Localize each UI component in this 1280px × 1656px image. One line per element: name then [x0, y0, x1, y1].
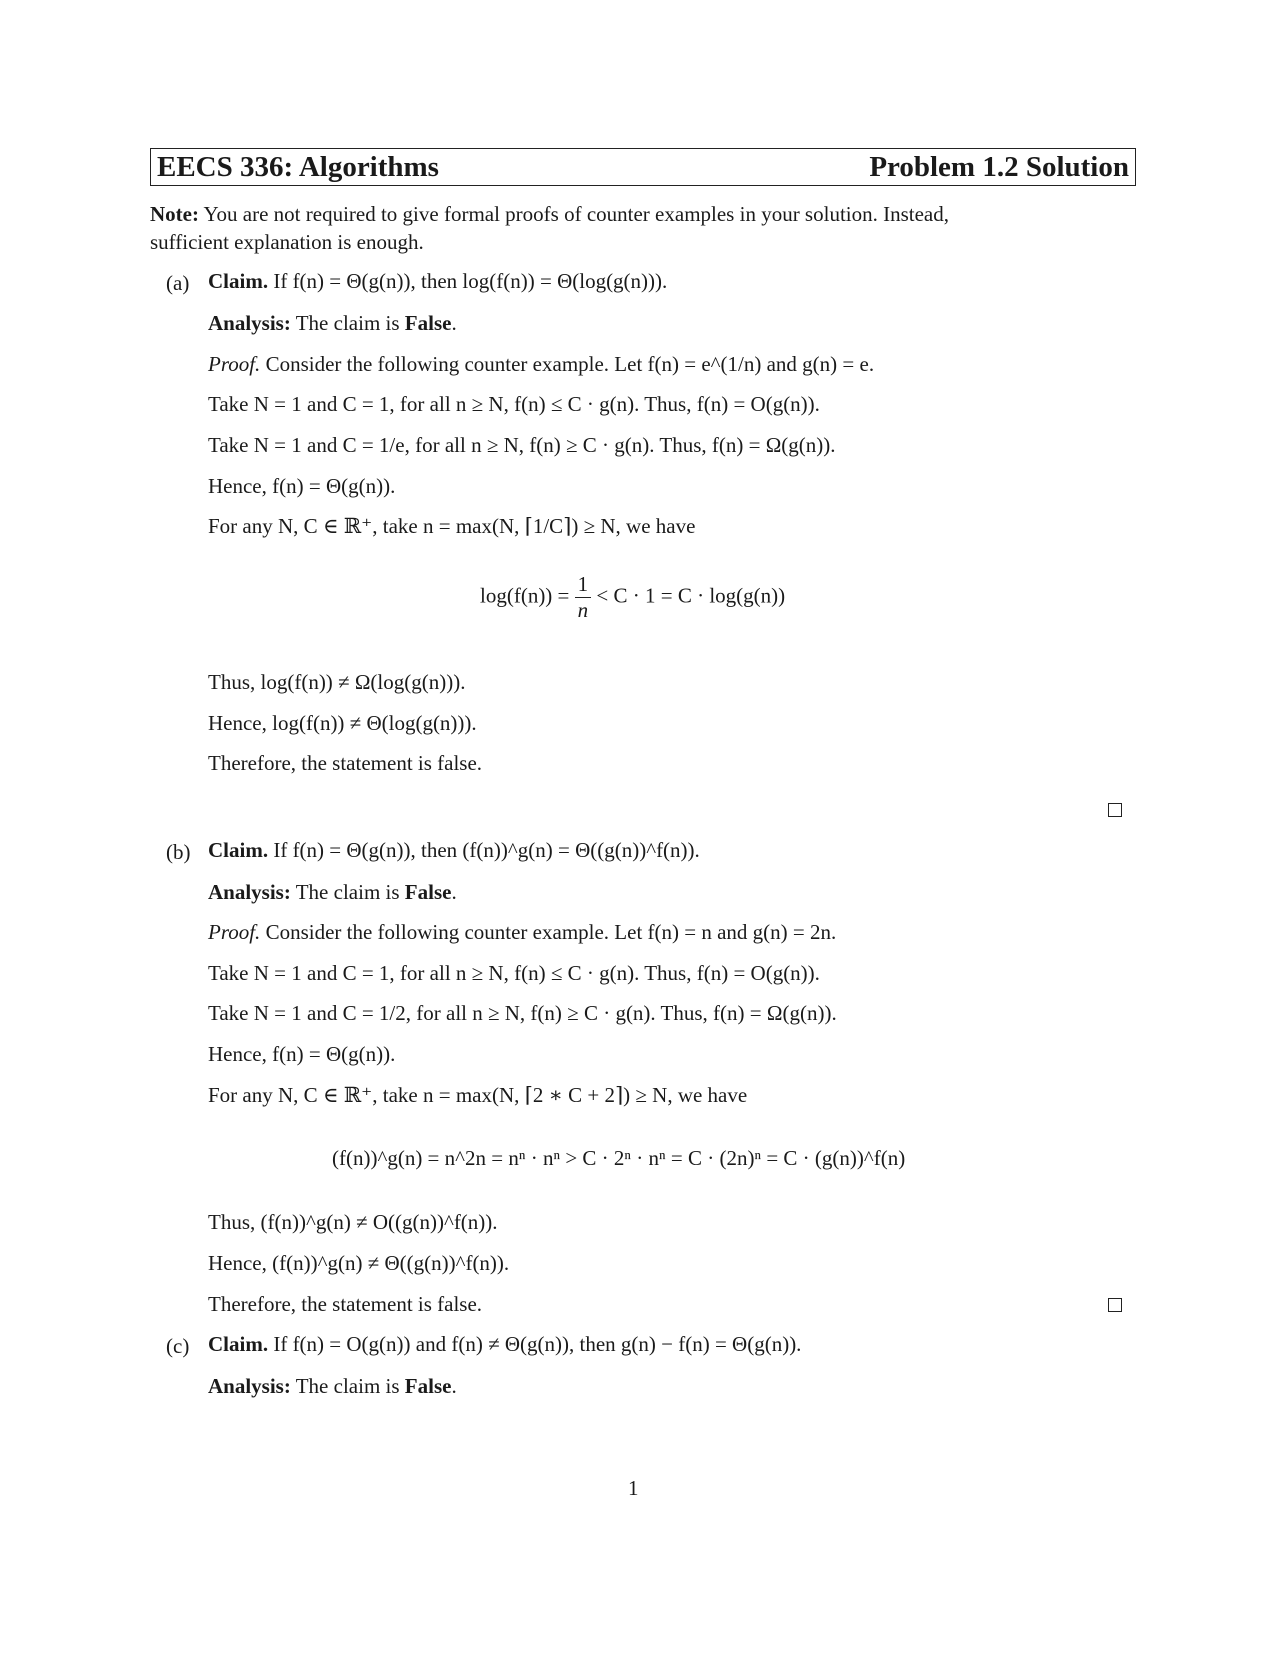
part-b-therefore: Therefore, the statement is false. [208, 1292, 483, 1316]
part-a-analysis: Analysis: The claim is False. [208, 311, 457, 335]
page-number: 1 [628, 1476, 639, 1500]
part-a-proof [208, 354, 874, 375]
part-b-label: (b) [166, 840, 191, 864]
part-a-forany: For any N, C ∈ ℝ⁺, take n = max(N, ⌈1/C⌉) ≥ N, we have [208, 514, 696, 538]
part-b-hence2: Hence, (f(n))^g(n) ≠ Θ((g(n))^f(n)). [208, 1251, 510, 1275]
note-label: Note: [150, 202, 199, 226]
header-box [150, 148, 1136, 186]
claim-text: If f(n) = Θ(g(n)), then (f(n))^g(n) = Θ((g(n))^f(n)). [273, 838, 700, 862]
fraction-denominator: n [577, 598, 589, 623]
qed-square-a [1108, 803, 1122, 817]
claim-label: Claim. [208, 269, 269, 293]
part-b-proof [208, 922, 836, 943]
note-line-2: sufficient explanation is enough. [150, 230, 424, 254]
part-c-claim [208, 1334, 801, 1355]
display-fraction [575, 572, 592, 623]
part-b-forany: For any N, C ∈ ℝ⁺, take n = max(N, ⌈2 ∗ C + 2⌉) ≥ N, we have [208, 1083, 748, 1107]
false-word: False [404, 880, 452, 904]
part-a-therefore: Therefore, the statement is false. [208, 751, 483, 775]
claim-label: Claim. [208, 1332, 269, 1356]
display-right: < C · 1 = C · log(g(n)) [596, 583, 786, 608]
part-a-thus: Thus, log(f(n)) ≠ Ω(log(g(n))). [208, 670, 466, 694]
analysis-label: Analysis: [208, 311, 291, 335]
false-word: False [404, 311, 452, 335]
problem-title: Problem 1.2 Solution [869, 150, 1129, 183]
part-c-analysis: Analysis: The claim is False. [208, 1374, 457, 1398]
qed-square-b [1108, 1298, 1122, 1312]
analysis-text: The claim is [295, 1374, 400, 1398]
proof-label: Proof. [208, 352, 261, 376]
part-a-label: (a) [166, 271, 190, 295]
fraction-numerator: 1 [575, 572, 592, 598]
claim-text: If f(n) = O(g(n)) and f(n) ≠ Θ(g(n)), then g(n) − f(n) = Θ(g(n)). [273, 1332, 802, 1356]
note-line-1 [150, 204, 949, 225]
analysis-label: Analysis: [208, 880, 291, 904]
part-b-thus: Thus, (f(n))^g(n) ≠ O((g(n))^f(n)). [208, 1210, 498, 1234]
part-b-analysis: Analysis: The claim is False. [208, 880, 457, 904]
course-title: EECS 336: Algorithms [157, 150, 439, 183]
proof-text: Consider the following counter example. Let f(n) = n and g(n) = 2n. [265, 920, 837, 944]
proof-text: Consider the following counter example. Let f(n) = e^(1/n) and g(n) = e. [265, 352, 875, 376]
part-b-step1: Take N = 1 and C = 1, for all n ≥ N, f(n) ≤ C · g(n). Thus, f(n) = O(g(n)). [208, 961, 820, 985]
part-a-claim [208, 271, 667, 292]
display-left: log(f(n)) = [480, 583, 570, 608]
claim-label: Claim. [208, 838, 269, 862]
part-a-hence2: Hence, log(f(n)) ≠ Θ(log(g(n))). [208, 711, 477, 735]
part-a-hence1: Hence, f(n) = Θ(g(n)). [208, 474, 396, 498]
proof-label: Proof. [208, 920, 261, 944]
claim-text: If f(n) = Θ(g(n)), then log(f(n)) = Θ(log(g(n))). [273, 269, 668, 293]
part-a-step2: Take N = 1 and C = 1/e, for all n ≥ N, f(n) ≥ C · g(n). Thus, f(n) = Ω(g(n)). [208, 433, 836, 457]
analysis-text: The claim is [295, 880, 400, 904]
analysis-text: The claim is [295, 311, 400, 335]
analysis-label: Analysis: [208, 1374, 291, 1398]
part-a-display-equation [480, 572, 785, 623]
part-b-step2: Take N = 1 and C = 1/2, for all n ≥ N, f(n) ≥ C · g(n). Thus, f(n) = Ω(g(n)). [208, 1001, 837, 1025]
part-b-hence1: Hence, f(n) = Θ(g(n)). [208, 1042, 396, 1066]
part-a-step1: Take N = 1 and C = 1, for all n ≥ N, f(n) ≤ C · g(n). Thus, f(n) = O(g(n)). [208, 392, 820, 416]
part-b-display-equation: (f(n))^g(n) = n^2n = nⁿ · nⁿ > C · 2ⁿ · nⁿ = C · (2n)ⁿ = C · (g(n))^f(n) [332, 1146, 906, 1170]
false-word: False [404, 1374, 452, 1398]
part-c-label: (c) [166, 1334, 190, 1358]
part-b-claim [208, 840, 700, 861]
note-text-1: You are not required to give formal proofs of counter examples in your solution. Instead, [203, 202, 949, 226]
